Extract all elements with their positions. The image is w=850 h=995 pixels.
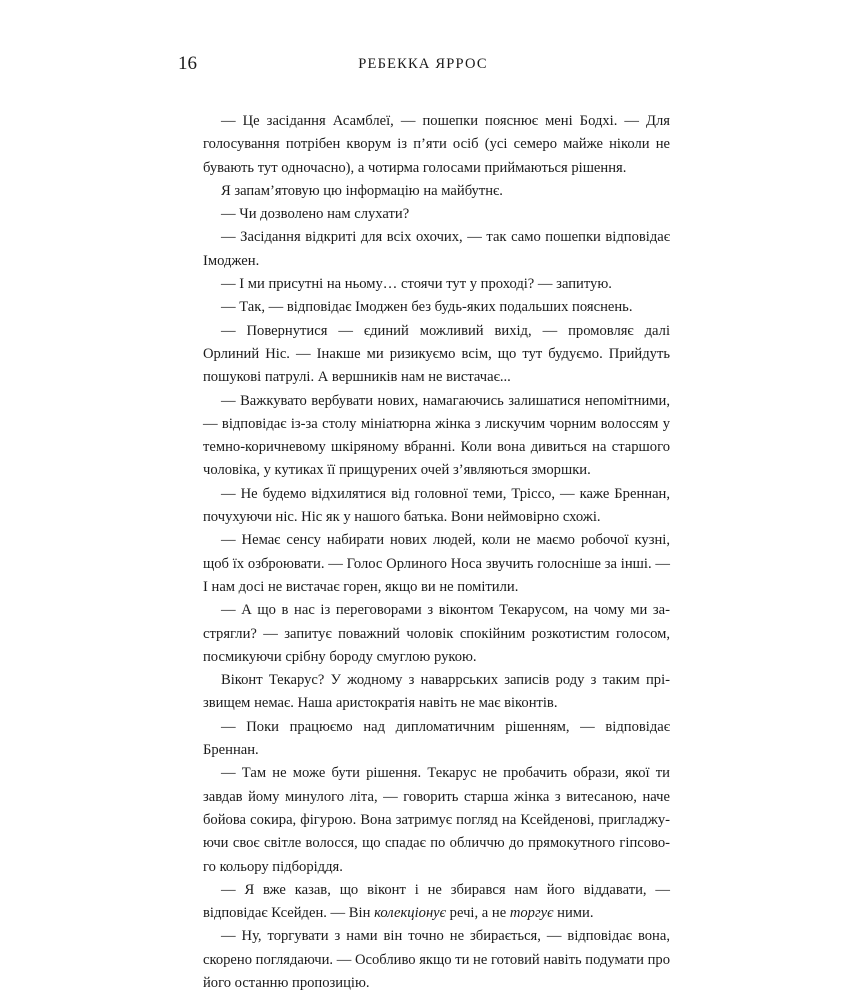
paragraph: — Засідання відкриті для всіх охочих, — так само пошепки відповідає Імоджен. [203,229,670,269]
paragraph: — Це засідання Асамблеї, — пошепки пояснює мені Бодхі. — Для голосування потрібен кворум із п’яти осіб (усі семеро майже ніколи не бувають тут одночасно), а чотирма голосами приймаються рішення. [203,113,670,176]
running-head [178,52,668,76]
italic-emphasis: торгує [509,905,554,922]
paragraph: — Важкувато вербувати нових, намагаючись залишатися непомітними, — відповідає із-за столу мініатюрна жінка з лискучим чорним волоссям у темно-коричневому шкіряному вбранні. Коли вона дивиться на старшого чоловіка, у кутиках її прищурених очей з’являються зморшки. [203,392,670,479]
author-name: РЕБЕККА ЯРРОС [358,56,488,72]
paragraph: — Повернутися — єдиний можливий вихід, — промовляє далі Орлиний Ніс. — Інакше ми ризикуємо всім, що тут будуємо. Прийдуть пошукові патрулі. А вершників нам не вистачає... [203,322,670,386]
paragraph: — Немає сенсу набирати нових людей, коли не маємо робочої кузні, щоб їх озброювати. — Голос Орлиного Носа звучить голосніше за інші. — І нам досі не вистачає горен, якщо ви не помітили. [203,532,670,595]
paragraph: — Там не може бути рішення. Текарус не пробачить образи, якої ти завдав йому минулого літа, — говорить старша жінка з витесаною, наче бойова сокира, фігурою. Вона затримує погляд на Ксейденові, пригладжуючи своє світле волосся, що спадає по обличчю до прямокутного гіпсового кольору підборіддя. [203,765,670,875]
paragraph: — Поки працюємо над дипломатичним рішенням, — відповідає Бреннан. [203,718,670,759]
paragraph: Я запам’ятовую цю інформацію на майбутнє. [221,182,503,199]
paragraph: — І ми присутні на ньому… стоячи тут у проході? — запитую. [221,276,612,293]
paragraph: — Чи дозволено нам слухати? [221,206,410,223]
paragraph: Віконт Текарус? У жодному з наваррських записів роду з таким прізвищем немає. Наша аристократія навіть не має віконтів. [203,672,670,712]
page-number: 16 [178,53,197,74]
paragraph: — А що в нас із переговорами з віконтом Текарусом, на чому ми застрягли? — запитує поважний чоловік спокійним розкотистим голосом, посмикуючи срібну бороду смуглою рукою. [203,602,670,665]
italic-emphasis: колекціонує [374,905,447,922]
paragraph: — Ну, торгувати з нами він точно не збирається, — відповідає вона, скорено поглядаючи. — Особливо якщо ти не готовий навіть подумати про його останню пропозицію. [203,928,670,991]
body-text [203,110,670,995]
paragraph: — Не будемо відхилятися від головної теми, Тріссо, — каже Бреннан, почухуючи ніс. Ніс як у нашого батька. Вони неймовірно схожі. [203,485,670,526]
paragraph: — Так, — відповідає Імоджен без будь-яких подальших пояснень. [221,299,633,316]
paragraph: — Я вже казав, що віконт і не збирався нам його віддавати, — відповідає Ксейден. — Він колекціонує речі, а не торгує ними. [203,881,670,922]
